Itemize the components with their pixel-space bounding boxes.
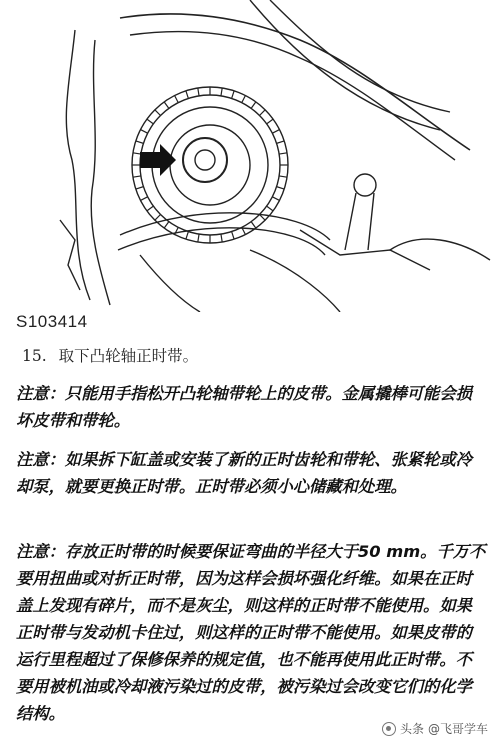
- caution-note-3: 注意：存放正时带的时候要保证弯曲的半径大于50 mm。千万不要用扭曲或对折正时带，因为这样会损坏强化纤维。如果在正时盖上发现有碎片，而不是灰尘，则这样的正时带不能使用。如果正时带与发动机卡住过，则这样的正时带不能使用。如果皮带的运行里程超过了保修保养的规定值，也不能再使用此正时带。不要用被机油或冷却液污染过的皮带，被污染过会改变它们的化学结构。: [16, 542, 486, 723]
- step-number: 15.: [22, 347, 47, 365]
- caution-note-1: 注意：只能用手指松开凸轮轴带轮上的皮带。金属撬棒可能会损坏皮带和带轮。: [16, 384, 472, 430]
- watermark-source: 头条: [399, 722, 424, 736]
- caution-note-2: 注意：如果拆下缸盖或安装了新的正时齿轮和带轮、张紧轮或冷却泵，就要更换正时带。正时带必须小心储藏和处理。: [16, 450, 472, 496]
- timing-belt-illustration: [0, 0, 500, 312]
- engine-diagram: [0, 0, 500, 312]
- step-text: 取下凸轮轴正时带。: [58, 347, 199, 365]
- watermark: [382, 720, 488, 737]
- figure-label: S103414: [16, 312, 88, 331]
- step-instruction: [22, 344, 198, 366]
- toutiao-logo-icon: [382, 722, 396, 736]
- watermark-author: @飞哥学车: [427, 722, 488, 736]
